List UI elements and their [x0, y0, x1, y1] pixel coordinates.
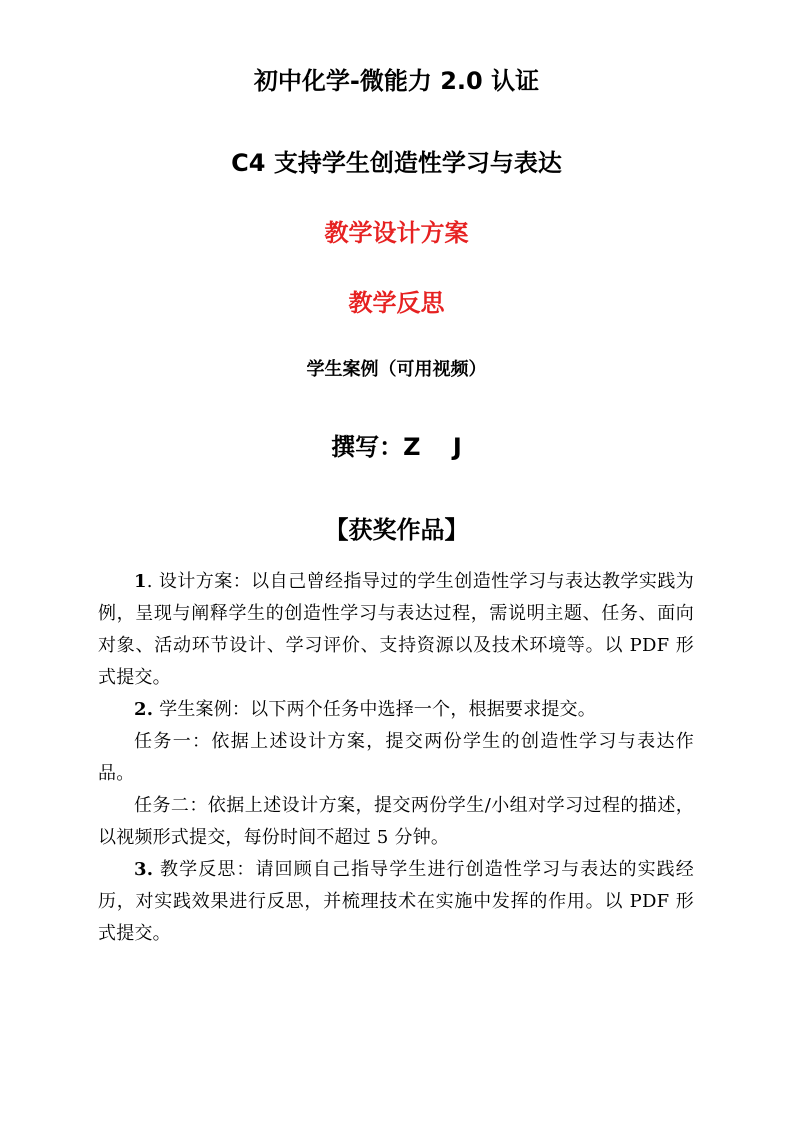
paragraph-text: 学生案例：以下两个任务中选择一个，根据要求提交。	[153, 699, 596, 720]
paragraph-text: . 设计方案：以自己曾经指导过的学生创造性学习与表达教学实践为例，呈现与阐释学生的创造性学习与表达过程，需说明主题、任务、面向对象、活动环节设计、学习评价、支持资源以及技术环境等。以 PDF 形式提交。	[98, 571, 694, 688]
paragraph-student-case	[98, 694, 694, 726]
author-line: 撰写：Z J	[331, 433, 462, 461]
paragraph-design	[98, 566, 694, 694]
paragraph-text: 任务二：依据上述设计方案，提交两份学生/小组对学习过程的描述，以视频形式提交，每份时间不超过 5 分钟。	[98, 795, 694, 848]
reflection-heading: 教学反思	[348, 289, 445, 317]
paragraph-number: 3.	[134, 859, 154, 880]
design-heading: 教学设计方案	[324, 219, 469, 247]
main-title: 初中化学-微能力 2.0 认证	[253, 67, 540, 95]
paragraph-text: 任务一：依据上述设计方案，提交两份学生的创造性学习与表达作品。	[98, 731, 694, 784]
student-case-heading: 学生案例（可用视频）	[306, 359, 487, 380]
paragraph-task-one	[98, 726, 694, 790]
paragraph-number: 2.	[134, 699, 154, 720]
award-heading: 【获奖作品】	[324, 516, 469, 544]
paragraph-text: 教学反思：请回顾自己指导学生进行创造性学习与表达的实践经历，对实践效果进行反思，并梳理技术在实施中发挥的作用。以 PDF 形式提交。	[98, 859, 694, 944]
topic-title: C4 支持学生创造性学习与表达	[231, 149, 562, 177]
paragraph-reflection	[98, 854, 694, 950]
paragraph-task-two	[98, 790, 694, 854]
requirements-content	[98, 566, 694, 950]
paragraph-number: 1	[134, 571, 147, 592]
